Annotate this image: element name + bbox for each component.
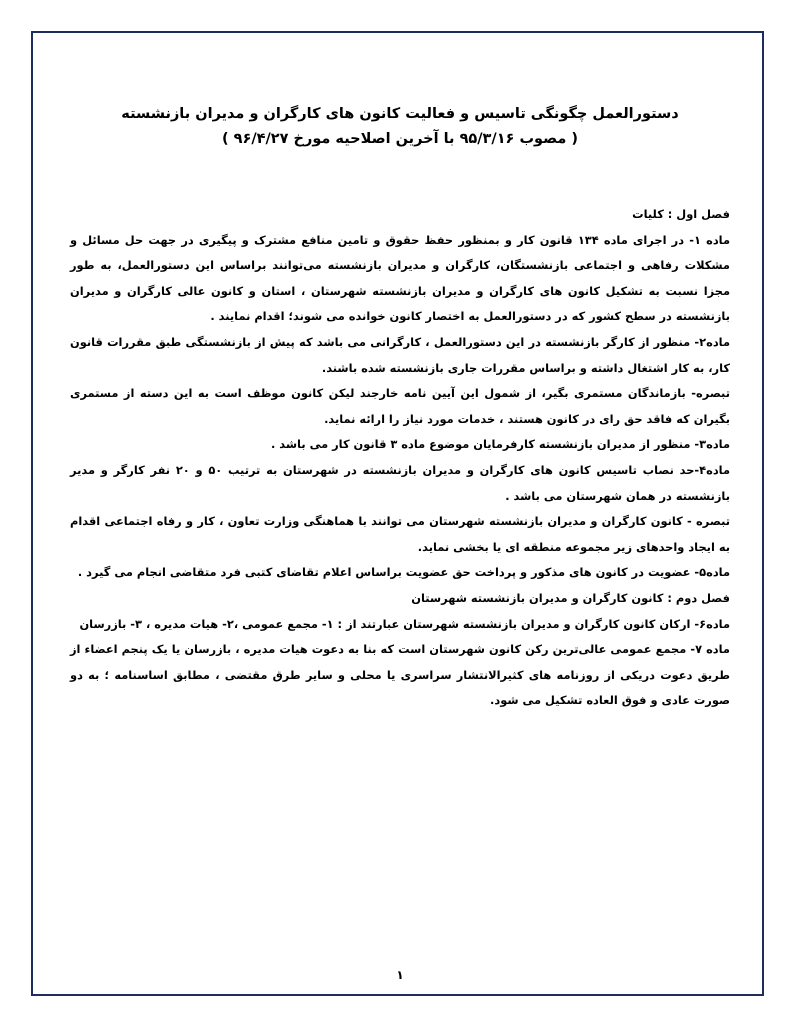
article-3: ماده۳- منظور از مدیران بازنشسته کارفرمایان موضوع ماده ۳ قانون کار می باشد . — [270, 437, 730, 452]
note-article-4: تبصره - کانون کارگران و مدیران بازنشسته شهرستان می توانند با هماهنگی وزارت تعاون ، کار و رفاه اجتماعی اقدام به ایجاد واحدهای زیر مجموعه منطقه ای یا بخشی نماید. — [70, 514, 730, 554]
chapter-heading-2: فصل دوم : کانون کارگران و مدیران بازنشسته شهرستان — [411, 590, 730, 605]
page-number: ۱ — [396, 968, 404, 982]
note-article-2: تبصره- بازماندگان مستمری بگیر، از شمول این آیین نامه خارجند لیکن کانون موظف است به این دسته از مستمری بگیران که فاقد حق رای در کانون هستند ، خدمات مورد نیاز را ارائه نماید. — [70, 386, 730, 426]
article-7: ماده ۷- مجمع عمومی عالی‌ترین رکن کانون شهرستان است که بنا به دعوت هیات مدیره ، بازرسان یا یک پنجم اعضاء از طریق دعوت دریکی از روزنامه های کثیرالانتشار سراسری یا محلی و سایر طرق مقتضی ، مطابق اساسنامه ؛ به دو صورت عادی و فوق العاده تشکیل می شود. — [70, 642, 730, 708]
article-6: ماده۶- ارکان کانون کارگران و مدیران بازنشسته شهرستان عبارتند از : ۱- مجمع عمومی ،۲- هیات مدیره ، ۳- بازرسان — [79, 616, 730, 631]
title-line-2: ( مصوب ۹۵/۳/۱۶ با آخرین اصلاحیه مورخ ۹۶/۴/۲۷ ) — [221, 131, 579, 147]
title-line-1: دستورالعمل چگونگی تاسیس و فعالیت کانون های کارگران و مدیران بازنشسته — [121, 106, 679, 122]
article-1: ماده ۱- در اجرای ماده ۱۳۴ قانون کار و بمنظور حفظ حقوق و تامین منافع مشترک و پیگیری در جهت حل مسائل و مشکلات رفاهی و اجتماعی بازنشستگان، کارگران و مدیران بازنشسته می‌توانند براساس این دستورالعمل، به طور مجزا نسبت به تشکیل کانون های کارگران و مدیران بازنشسته شهرستان ، استان و کانون عالی کارگران و مدیران بازنشسته در سطح کشور که در دستورالعمل به اختصار کانون خوانده می شوند؛ اقدام نمایند . — [70, 232, 730, 324]
document-title — [60, 102, 740, 152]
article-4: ماده۴-حد نصاب تاسیس کانون های کارگران و مدیران بازنشسته در شهرستان به ترتیب ۵۰ و ۲۰ نفر کارگر و مدیر بازنشسته در همان شهرستان می باشد . — [70, 462, 730, 503]
article-2: ماده۲- منظور از کارگر بازنشسته در این دستورالعمل ، کارگرانی می باشد که پیش از بازنشستگی طبق مقررات قانون کار، به کار اشتغال داشته و براساس مقررات جاری بازنشسته شده باشند. — [70, 334, 730, 375]
chapter-heading-1: فصل اول : کلیات — [632, 207, 730, 221]
document-body — [70, 202, 730, 714]
article-5: ماده۵- عضویت در کانون های مذکور و پرداخت حق عضویت براساس اعلام تقاضای کتبی فرد متقاضی انجام می گیرد . — [77, 565, 730, 580]
